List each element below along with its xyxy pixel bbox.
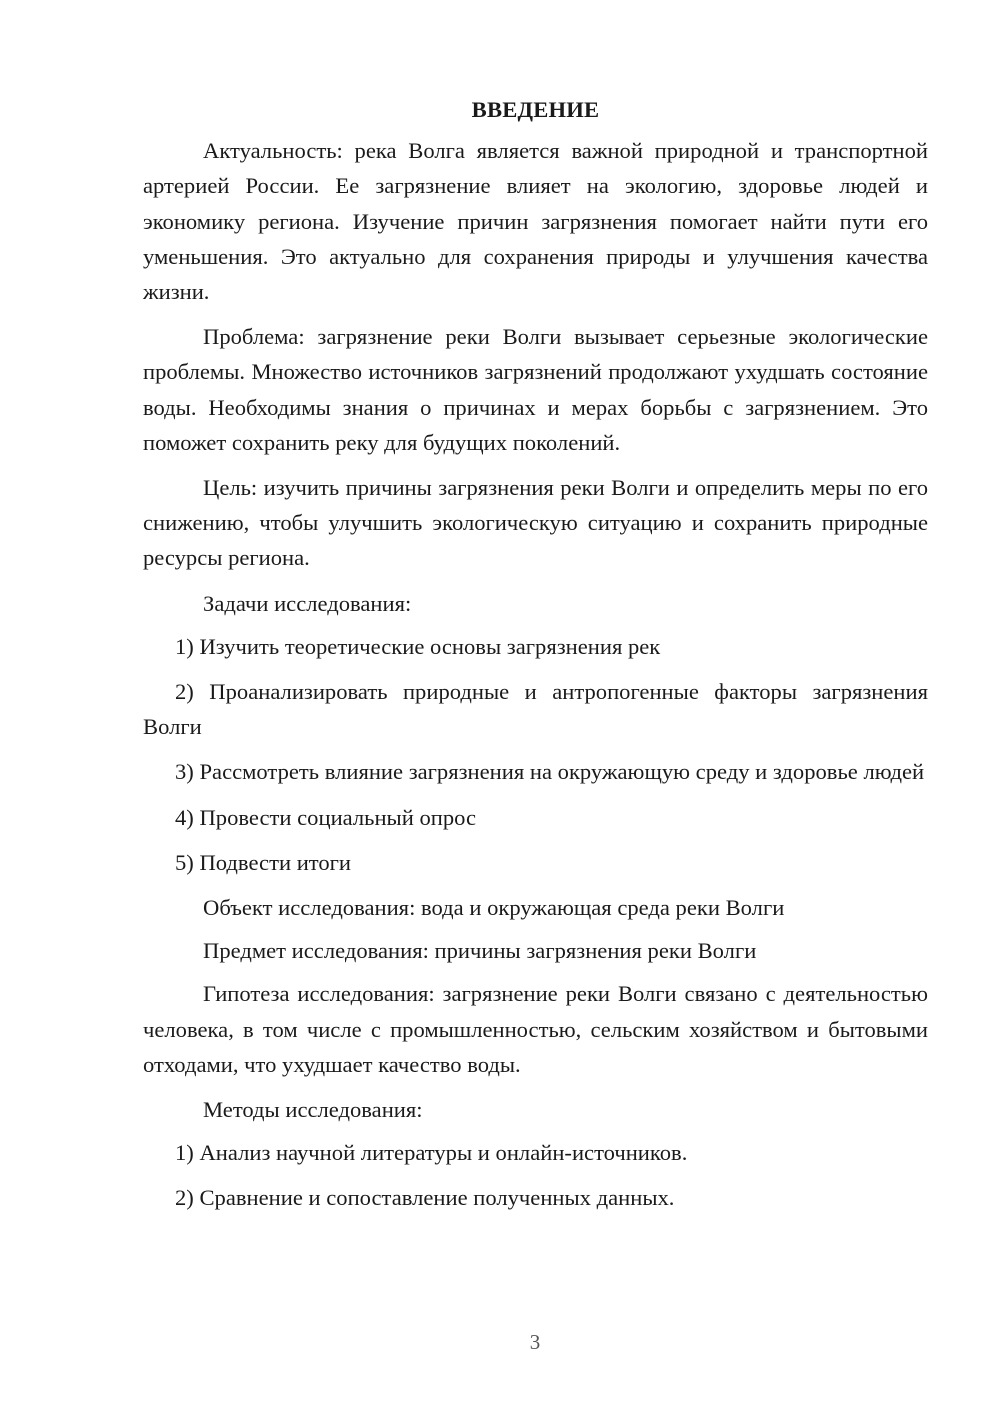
problem-paragraph: Проблема: загрязнение реки Волги вызывает серьезные экологические проблемы. Множество источников загрязнений продолжают ухудшать состояние воды. Необходимы знания о причинах и мерах борьбы с загрязнением. Это поможет сохранить реку для будущих поколений.	[143, 324, 928, 455]
task-item: 1) Изучить теоретические основы загрязнения рек	[175, 633, 661, 659]
goal-paragraph: Цель: изучить причины загрязнения реки Волги и определить меры по его снижению, чтобы улучшить экологическую ситуацию и сохранить природные ресурсы региона.	[143, 475, 928, 571]
page-number: 3	[529, 1330, 541, 1354]
method-item: 2) Сравнение и сопоставление полученных данных.	[175, 1185, 675, 1211]
tasks-heading: Задачи исследования:	[203, 590, 412, 616]
task-item: 4) Провести социальный опрос	[175, 804, 477, 830]
task-item: 3) Рассмотреть влияние загрязнения на окружающую среду и здоровье людей	[175, 759, 925, 785]
page-title: ВВЕДЕНИЕ	[471, 97, 600, 122]
hypothesis-paragraph: Гипотеза исследования: загрязнение реки Волги связано с деятельностью человека, в том числе с промышленностью, сельским хозяйством и бытовыми отходами, что ухудшает качество воды.	[143, 981, 928, 1077]
subject-line: Предмет исследования: причины загрязнения реки Волги	[203, 938, 757, 964]
task-item: 5) Подвести итоги	[175, 849, 352, 875]
relevance-paragraph: Актуальность: река Волга является важной природной и транспортной артерией России. Ее загрязнение влияет на экологию, здоровье людей и экономику региона. Изучение причин загрязнения помогает найти пути его уменьшения. Это актуально для сохранения природы и улучшения качества жизни.	[143, 138, 928, 305]
object-line: Объект исследования: вода и окружающая среда реки Волги	[203, 895, 785, 921]
methods-heading: Методы исследования:	[203, 1097, 423, 1123]
document-page	[143, 92, 928, 1226]
task-item: 2) Проанализировать природные и антропогенные факторы загрязнения Волги	[143, 679, 928, 740]
method-item: 1) Анализ научной литературы и онлайн-источников.	[175, 1140, 688, 1166]
